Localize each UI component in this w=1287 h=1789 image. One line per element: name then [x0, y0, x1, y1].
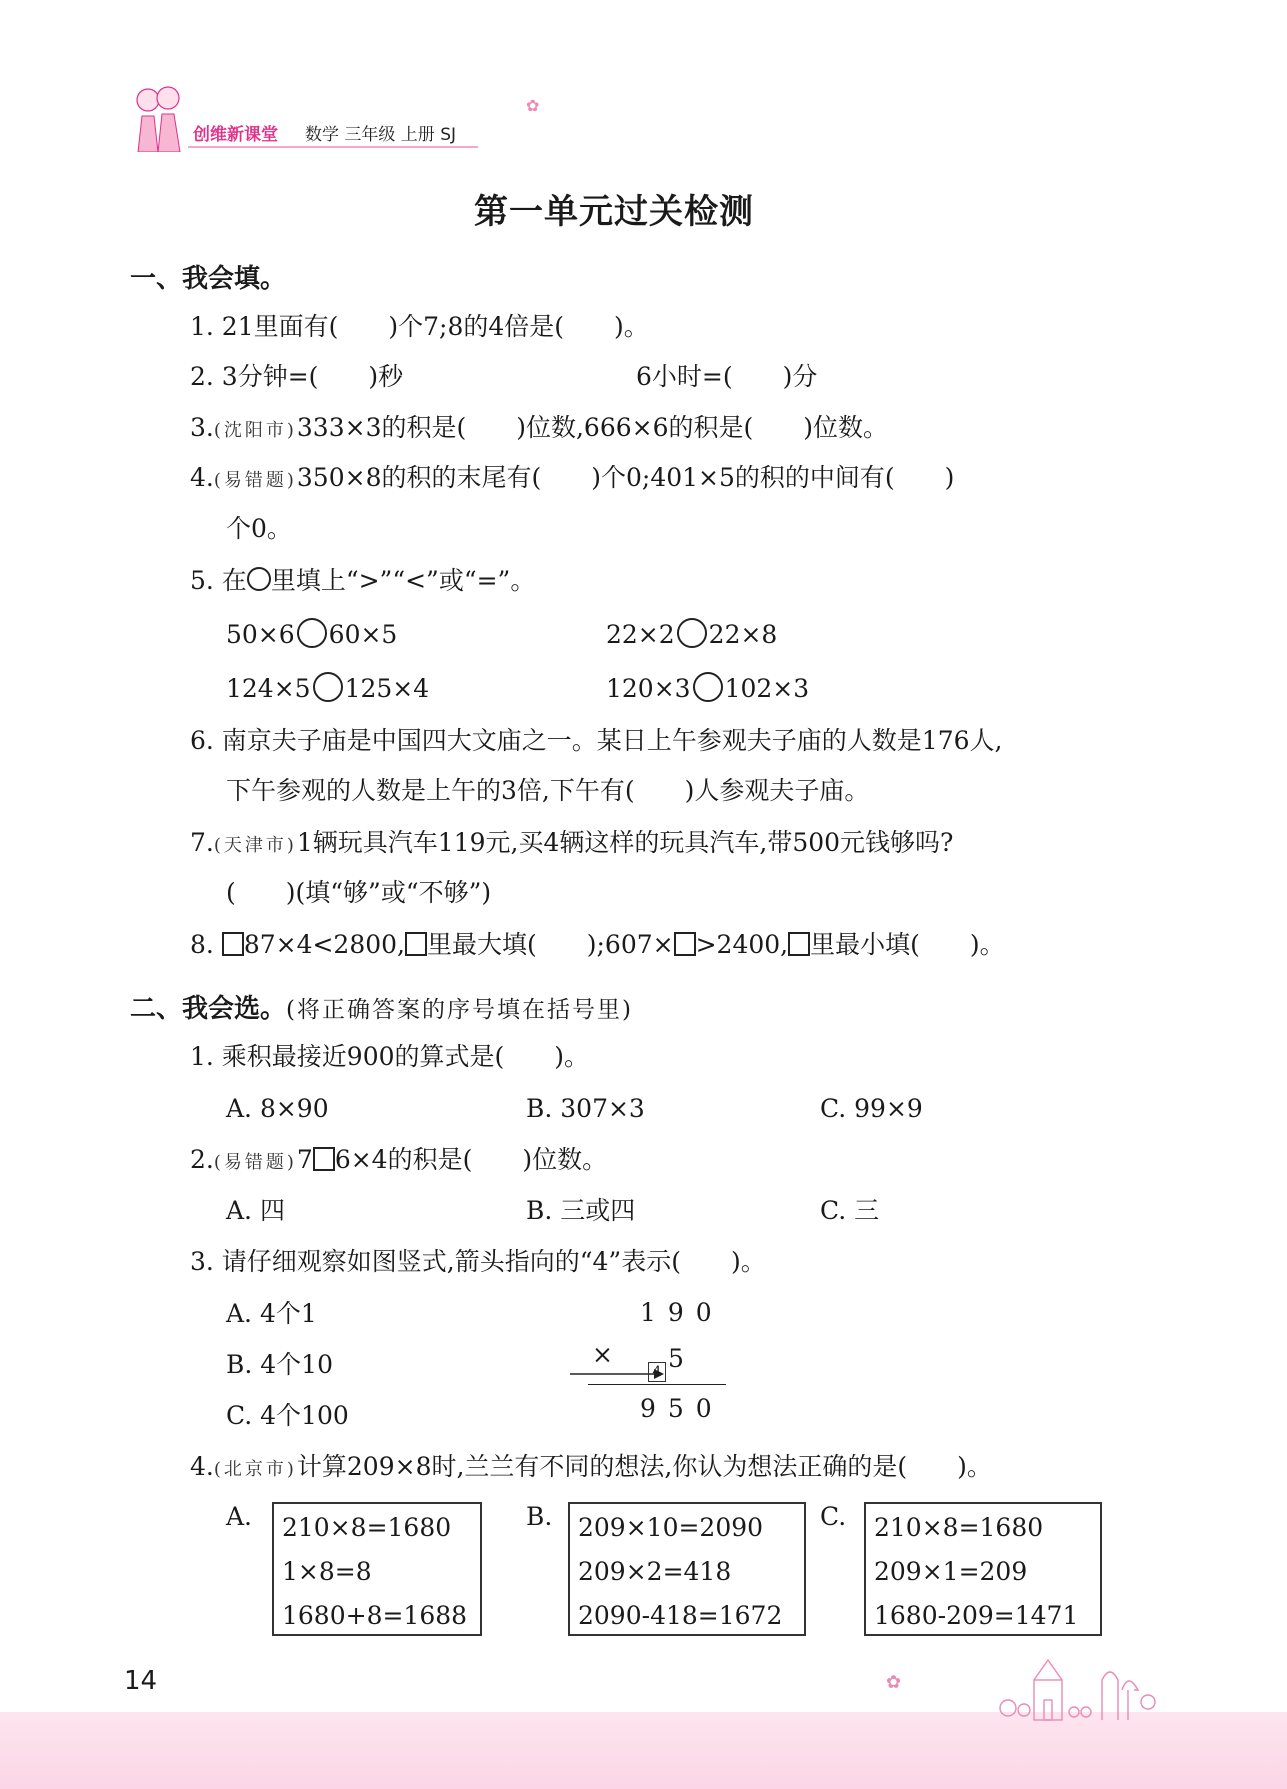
- calc-line: 209×10=2090: [578, 1513, 764, 1542]
- s2-q1-option-a[interactable]: A. 8×90: [226, 1094, 329, 1123]
- s2-q3-option-b[interactable]: B. 4个10: [226, 1350, 333, 1379]
- source-tag: (易错题): [213, 470, 297, 491]
- question-text: 里填上“>”“<”或“=”。: [270, 566, 536, 595]
- blank-square-icon: [788, 932, 810, 956]
- comparison-item: [606, 672, 809, 706]
- s2-q4-option-c-label[interactable]: C.: [820, 1502, 847, 1531]
- circle-icon: [247, 567, 271, 591]
- header-divider: [188, 146, 478, 148]
- cmp-right: 102×3: [724, 674, 810, 703]
- vertical-multiplication: [560, 1296, 730, 1432]
- question-text: 里最小填( )。: [810, 930, 1005, 959]
- comparison-item: [226, 618, 397, 652]
- blank-square-icon: [674, 932, 696, 956]
- calc-line: 2090-418=1672: [578, 1601, 783, 1630]
- s2-q4-option-a-label[interactable]: A.: [226, 1502, 253, 1531]
- s2-q4-option-c-box[interactable]: [864, 1502, 1102, 1636]
- s1-question-4-cont: 个0。: [226, 514, 292, 543]
- comparison-item: [226, 672, 429, 706]
- question-text: 计算209×8时,兰兰有不同的想法,你认为想法正确的是( )。: [296, 1452, 992, 1481]
- bird-icon: ✿: [526, 96, 540, 115]
- calc-line: 210×8=1680: [874, 1513, 1044, 1542]
- s1-question-7: [190, 826, 953, 863]
- s1-question-3: [190, 411, 888, 448]
- question-number: 4.: [190, 1452, 214, 1481]
- cmp-left: 22×2: [606, 620, 675, 649]
- calc-line: 210×8=1680: [282, 1513, 452, 1542]
- s2-q4-option-b-box[interactable]: [568, 1502, 806, 1636]
- cmp-right: 22×8: [708, 620, 778, 649]
- s1-question-2a: 2. 3分钟=( )秒: [190, 362, 404, 391]
- s1-question-6-line2: 下午参观的人数是上午的3倍,下午有( )人参观夫子庙。: [226, 776, 870, 805]
- blank-square-icon: [405, 932, 427, 956]
- question-text: 7: [296, 1145, 313, 1174]
- blank-square-icon: [222, 932, 244, 956]
- question-number: 7.: [190, 828, 214, 857]
- question-text: 5. 在: [190, 566, 247, 595]
- s2-question-3: 3. 请仔细观察如图竖式,箭头指向的“4”表示( )。: [190, 1247, 766, 1276]
- question-number: 3.: [190, 413, 214, 442]
- question-text: 里最大填( );607×: [427, 930, 674, 959]
- s2-q1-option-b[interactable]: B. 307×3: [526, 1094, 645, 1123]
- s1-question-7-cont: ( )(填“够”或“不够”): [226, 878, 492, 907]
- vertical-top-number: 1 9 0: [640, 1298, 714, 1327]
- s2-q2-option-b[interactable]: B. 三或四: [526, 1196, 636, 1225]
- source-tag: (天津市): [213, 835, 297, 856]
- s1-question-5: [190, 564, 535, 598]
- s2-q2-option-c[interactable]: C. 三: [820, 1196, 880, 1225]
- calc-line: 1680-209=1471: [874, 1601, 1079, 1630]
- source-tag: (易错题): [213, 1152, 297, 1173]
- s2-question-1: 1. 乘积最接近900的算式是( )。: [190, 1042, 590, 1071]
- question-text: 333×3的积是( )位数,666×6的积是( )位数。: [296, 413, 889, 442]
- s1-question-2b: 6小时=( )分: [636, 362, 818, 391]
- footer-band: [0, 1712, 1287, 1789]
- s1-question-8: [190, 928, 1005, 962]
- page-title: 第一单元过关检测: [474, 192, 754, 232]
- cmp-left: 124×5: [226, 674, 311, 703]
- vertical-rule: [588, 1384, 726, 1385]
- source-tag: (沈阳市): [213, 420, 297, 441]
- question-text: 350×8的积的末尾有( )个0;401×5的积的中间有( ): [296, 463, 955, 492]
- question-text: >2400,: [695, 930, 789, 959]
- blank-square-icon: [313, 1147, 335, 1171]
- section-2-heading: [130, 988, 633, 1025]
- s2-q3-option-a[interactable]: A. 4个1: [226, 1299, 317, 1328]
- cmp-left: 120×3: [606, 674, 691, 703]
- question-text: 87×4<2800,: [243, 930, 405, 959]
- calc-line: 209×2=418: [578, 1557, 732, 1586]
- s2-q3-option-c[interactable]: C. 4个100: [226, 1401, 349, 1430]
- castle-illustration: [990, 1650, 1160, 1722]
- vertical-multiplier: 5: [668, 1344, 684, 1373]
- cmp-right: 125×4: [344, 674, 430, 703]
- cmp-left: 50×6: [226, 620, 295, 649]
- s2-q1-option-c[interactable]: C. 99×9: [820, 1094, 923, 1123]
- vertical-result: 9 5 0: [640, 1394, 714, 1423]
- comparison-item: [606, 618, 777, 652]
- s1-question-4: [190, 461, 954, 498]
- header-brand: 创维新课堂: [193, 125, 278, 145]
- bird-icon: ✿: [886, 1672, 902, 1693]
- s2-question-2: [190, 1143, 607, 1180]
- compare-circle[interactable]: [313, 672, 343, 702]
- s1-question-6-line1: 6. 南京夫子庙是中国四大文庙之一。某日上午参观夫子庙的人数是176人,: [190, 726, 1003, 755]
- s2-q4-option-a-box[interactable]: [272, 1502, 482, 1636]
- calc-line: 1×8=8: [282, 1557, 372, 1586]
- compare-circle[interactable]: [677, 618, 707, 648]
- vertical-sign: ×: [592, 1340, 613, 1369]
- compare-circle[interactable]: [297, 618, 327, 648]
- page-number: 14: [124, 1666, 158, 1696]
- cmp-right: 60×5: [328, 620, 398, 649]
- question-number: 2.: [190, 1145, 214, 1174]
- header-book-info: 数学 三年级 上册 SJ: [305, 125, 457, 145]
- calc-line: 209×1=209: [874, 1557, 1028, 1586]
- source-tag: (北京市): [213, 1459, 297, 1480]
- s2-q4-option-b-label[interactable]: B.: [526, 1502, 553, 1531]
- section-heading-note: (将正确答案的序号填在括号里): [286, 997, 633, 1023]
- compare-circle[interactable]: [693, 672, 723, 702]
- question-text: 6×4的积是( )位数。: [334, 1145, 608, 1174]
- section-heading-text: 二、我会选。: [130, 994, 287, 1024]
- s2-question-4: [190, 1450, 992, 1487]
- question-number: 4.: [190, 463, 214, 492]
- s2-q2-option-a[interactable]: A. 四: [226, 1196, 285, 1225]
- calc-line: 1680+8=1688: [282, 1601, 468, 1630]
- header-illustration: [128, 82, 188, 152]
- carry-digit: 4: [652, 1364, 662, 1380]
- carry-digit-box: [648, 1362, 666, 1382]
- section-1-heading: 一、我会填。: [130, 264, 287, 294]
- question-text: 1辆玩具汽车119元,买4辆这样的玩具汽车,带500元钱够吗?: [296, 828, 954, 857]
- s1-question-1: 1. 21里面有( )个7;8的4倍是( )。: [190, 312, 649, 341]
- question-number: 8.: [190, 930, 214, 959]
